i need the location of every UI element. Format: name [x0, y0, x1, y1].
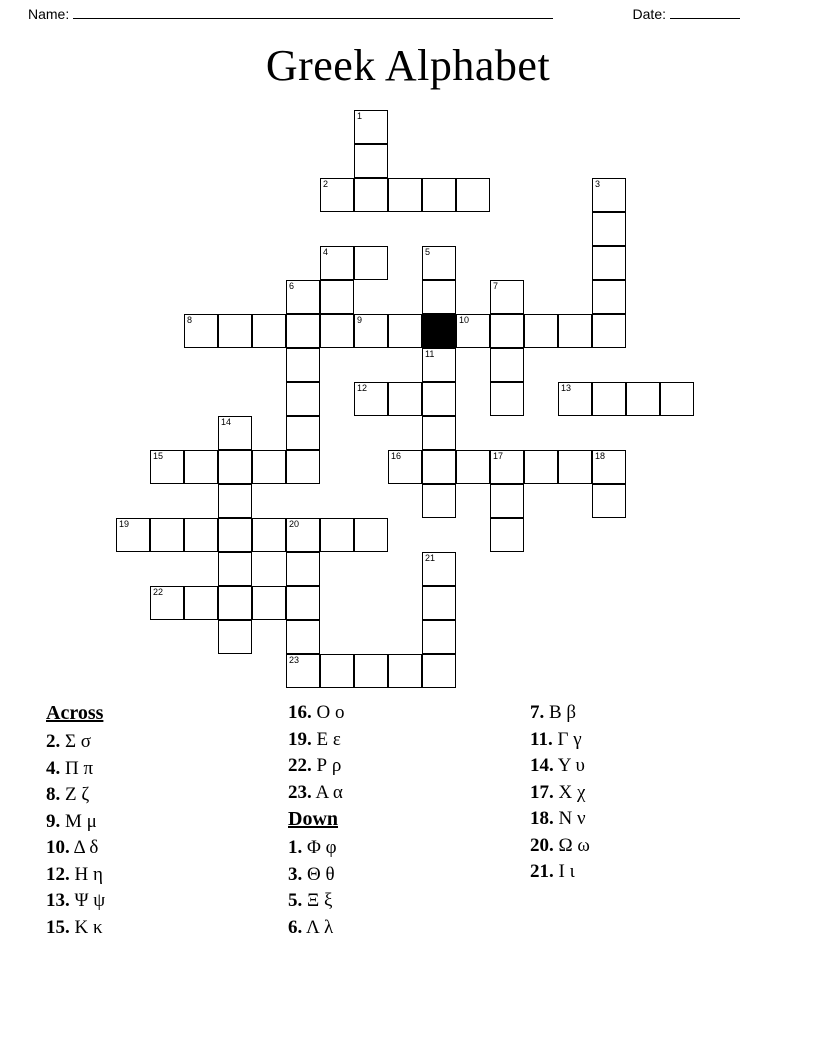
grid-cell[interactable] [422, 654, 456, 688]
grid-cell[interactable] [354, 144, 388, 178]
grid-cell[interactable] [592, 382, 626, 416]
clue-text: Φ φ [302, 837, 337, 858]
grid-cell[interactable] [422, 246, 456, 280]
grid-cell[interactable] [286, 416, 320, 450]
clue-item [288, 700, 508, 727]
grid-cell-number: 23 [289, 655, 300, 665]
grid-cell[interactable] [422, 416, 456, 450]
clue-item [46, 915, 266, 942]
clue-text: Λ λ [302, 916, 334, 938]
clue-number: 23. [288, 781, 312, 803]
grid-cell[interactable] [320, 178, 354, 212]
grid-cell[interactable] [286, 280, 320, 314]
grid-cell[interactable] [524, 450, 558, 484]
clue-number: 2. [46, 731, 61, 752]
grid-cell-number: 20 [289, 519, 300, 529]
grid-cell-number: 3 [595, 179, 601, 189]
clues-column-3 [530, 700, 760, 886]
grid-cell-number: 2 [323, 179, 329, 189]
grid-cell[interactable] [218, 484, 252, 518]
grid-cell-number: 19 [119, 519, 130, 529]
clue-number: 9. [46, 810, 61, 832]
date-label: Date: [632, 6, 666, 22]
grid-cell-number: 21 [425, 553, 436, 563]
grid-cell[interactable] [286, 314, 320, 348]
clue-number: 20. [530, 834, 554, 856]
clue-number: 14. [530, 755, 554, 776]
grid-cell[interactable] [286, 450, 320, 484]
grid-cell[interactable] [660, 382, 694, 416]
clue-text: Υ υ [553, 755, 585, 776]
clue-number: 17. [530, 781, 554, 803]
grid-cell[interactable] [184, 586, 218, 620]
grid-cell[interactable] [592, 212, 626, 246]
grid-cell[interactable] [388, 382, 422, 416]
grid-cell-number: 9 [357, 315, 363, 325]
clue-text: Ζ ζ [60, 784, 90, 805]
clue-number: 12. [46, 863, 70, 885]
grid-cell[interactable] [388, 178, 422, 212]
grid-cell[interactable] [558, 382, 592, 416]
clues-section [0, 700, 816, 960]
clue-text: Θ θ [302, 863, 335, 885]
grid-cell-number: 16 [391, 451, 402, 461]
down-clue-list-part1 [288, 835, 508, 941]
grid-cell[interactable] [354, 314, 388, 348]
grid-cell[interactable] [286, 586, 320, 620]
grid-cell[interactable] [354, 110, 388, 144]
clue-text: Η η [69, 863, 103, 885]
grid-cell[interactable] [116, 518, 150, 552]
clue-number: 18. [530, 808, 554, 829]
clue-text: Ξ ξ [302, 890, 333, 911]
grid-cell-number: 10 [459, 315, 470, 325]
grid-cell[interactable] [286, 552, 320, 586]
grid-cell[interactable] [184, 518, 218, 552]
clue-text: Ρ ρ [311, 755, 342, 776]
grid-cell-number: 7 [493, 281, 499, 291]
clue-item [46, 729, 266, 756]
clue-text: Ι ι [553, 861, 575, 882]
grid-cell-number: 4 [323, 247, 329, 257]
clue-number: 4. [46, 757, 61, 779]
grid-cell[interactable] [320, 246, 354, 280]
grid-cell[interactable] [490, 280, 524, 314]
grid-cell[interactable] [354, 246, 388, 280]
clue-item [288, 727, 508, 754]
clue-text: Ψ ψ [69, 890, 106, 911]
grid-cell[interactable] [218, 620, 252, 654]
clue-number: 3. [288, 863, 303, 885]
grid-cell[interactable] [490, 382, 524, 416]
grid-cell[interactable] [286, 620, 320, 654]
name-label: Name: [28, 6, 70, 22]
grid-cell[interactable] [150, 586, 184, 620]
grid-cell[interactable] [218, 518, 252, 552]
grid-cell[interactable] [422, 348, 456, 382]
clue-number: 15. [46, 916, 70, 938]
clue-text: Κ κ [69, 916, 103, 938]
grid-cell-number: 14 [221, 417, 232, 427]
grid-cell[interactable] [354, 654, 388, 688]
clue-item [288, 888, 508, 915]
clue-text: Π π [60, 757, 94, 779]
clue-item [530, 780, 760, 807]
grid-cell-number: 13 [561, 383, 572, 393]
clue-item [530, 753, 760, 780]
grid-cell[interactable] [422, 178, 456, 212]
clue-item [530, 727, 760, 754]
grid-cell[interactable] [252, 314, 286, 348]
grid-cell[interactable] [422, 620, 456, 654]
grid-cell[interactable] [592, 246, 626, 280]
clue-number: 13. [46, 890, 70, 911]
grid-cell[interactable] [320, 654, 354, 688]
clue-number: 1. [288, 837, 303, 858]
grid-cell[interactable] [218, 314, 252, 348]
clue-item [288, 753, 508, 780]
clue-number: 21. [530, 861, 554, 882]
grid-cell[interactable] [286, 518, 320, 552]
clue-number: 7. [530, 702, 545, 723]
grid-cell[interactable] [592, 314, 626, 348]
grid-cell-number: 5 [425, 247, 431, 257]
grid-cell[interactable] [388, 314, 422, 348]
grid-cell-number: 6 [289, 281, 295, 291]
grid-cell[interactable] [184, 450, 218, 484]
clue-item [288, 915, 508, 942]
grid-cell-number: 12 [357, 383, 368, 393]
clues-column-1 [46, 700, 266, 941]
grid-cell[interactable] [150, 450, 184, 484]
grid-cell-number: 17 [493, 451, 504, 461]
clue-text: Α α [311, 781, 343, 803]
clue-item [530, 700, 760, 727]
grid-cell[interactable] [422, 552, 456, 586]
grid-cell[interactable] [320, 280, 354, 314]
grid-cell-number: 18 [595, 451, 606, 461]
grid-cell [422, 314, 456, 348]
grid-cell-number: 11 [425, 349, 435, 359]
grid-cell[interactable] [218, 586, 252, 620]
clue-number: 16. [288, 702, 312, 723]
down-heading: Down [288, 808, 339, 830]
grid-cell[interactable] [592, 280, 626, 314]
clue-item [288, 835, 508, 862]
clue-text: Χ χ [553, 781, 586, 803]
clue-item [46, 782, 266, 809]
grid-cell[interactable] [422, 280, 456, 314]
grid-cell[interactable] [354, 382, 388, 416]
clue-item [530, 806, 760, 833]
clue-text: Ω ω [553, 834, 590, 856]
grid-cell[interactable] [592, 178, 626, 212]
grid-cell[interactable] [218, 552, 252, 586]
clue-item [288, 862, 508, 889]
clue-number: 19. [288, 728, 312, 750]
grid-cell[interactable] [490, 348, 524, 382]
grid-cell[interactable] [490, 484, 524, 518]
clue-text: Ν ν [553, 808, 586, 829]
across-heading: Across [46, 702, 104, 724]
grid-cell[interactable] [150, 518, 184, 552]
clue-number: 22. [288, 755, 312, 776]
clue-number: 6. [288, 916, 303, 938]
grid-cell[interactable] [626, 382, 660, 416]
grid-cell-number: 1 [357, 111, 363, 121]
grid-cell[interactable] [456, 314, 490, 348]
grid-cell-number: 15 [153, 451, 164, 461]
grid-cell[interactable] [422, 450, 456, 484]
grid-cell[interactable] [354, 178, 388, 212]
grid-cell[interactable] [388, 450, 422, 484]
grid-cell-number: 8 [187, 315, 193, 325]
grid-cell[interactable] [286, 382, 320, 416]
grid-cell[interactable] [388, 654, 422, 688]
grid-cell[interactable] [456, 450, 490, 484]
grid-cell-number: 22 [153, 587, 164, 597]
across-clue-list-part2 [288, 700, 508, 806]
clue-item [46, 835, 266, 862]
grid-cell[interactable] [320, 518, 354, 552]
clue-text: Β β [544, 702, 577, 723]
grid-cell[interactable] [490, 518, 524, 552]
grid-cell[interactable] [558, 314, 592, 348]
grid-cell[interactable] [422, 586, 456, 620]
clue-text: Δ δ [69, 837, 99, 858]
clue-item [46, 809, 266, 836]
grid-cell[interactable] [592, 450, 626, 484]
grid-cell[interactable] [592, 484, 626, 518]
clue-item [530, 859, 760, 886]
clue-number: 5. [288, 890, 303, 911]
grid-cell[interactable] [422, 484, 456, 518]
clue-number: 10. [46, 837, 70, 858]
grid-cell[interactable] [354, 518, 388, 552]
grid-cell[interactable] [252, 518, 286, 552]
down-clue-list-part2 [530, 700, 760, 886]
grid-cell[interactable] [558, 450, 592, 484]
page-title: Greek Alphabet [265, 41, 551, 90]
grid-cell[interactable] [320, 314, 354, 348]
grid-cell[interactable] [490, 450, 524, 484]
grid-cell[interactable] [218, 416, 252, 450]
clues-column-2 [288, 700, 508, 941]
grid-cell[interactable] [252, 450, 286, 484]
clue-item [46, 888, 266, 915]
clue-number: 11. [530, 728, 553, 750]
clue-item [46, 756, 266, 783]
grid-cell[interactable] [286, 348, 320, 382]
clue-number: 8. [46, 784, 61, 805]
grid-cell[interactable] [456, 178, 490, 212]
grid-cell[interactable] [252, 586, 286, 620]
clue-item [530, 833, 760, 860]
clue-text: Σ σ [60, 731, 92, 752]
clue-item [46, 862, 266, 889]
grid-cell[interactable] [286, 654, 320, 688]
clue-item [288, 780, 508, 807]
clue-text: Ο ο [311, 702, 345, 723]
clue-text: Ε ε [311, 728, 341, 750]
grid-cell[interactable] [184, 314, 218, 348]
grid-cell[interactable] [490, 314, 524, 348]
clue-text: Γ γ [552, 728, 582, 750]
clue-text: Μ μ [60, 810, 97, 832]
grid-cell[interactable] [218, 450, 252, 484]
grid-cell[interactable] [524, 314, 558, 348]
across-clue-list-part1 [46, 729, 266, 941]
grid-cell[interactable] [422, 382, 456, 416]
